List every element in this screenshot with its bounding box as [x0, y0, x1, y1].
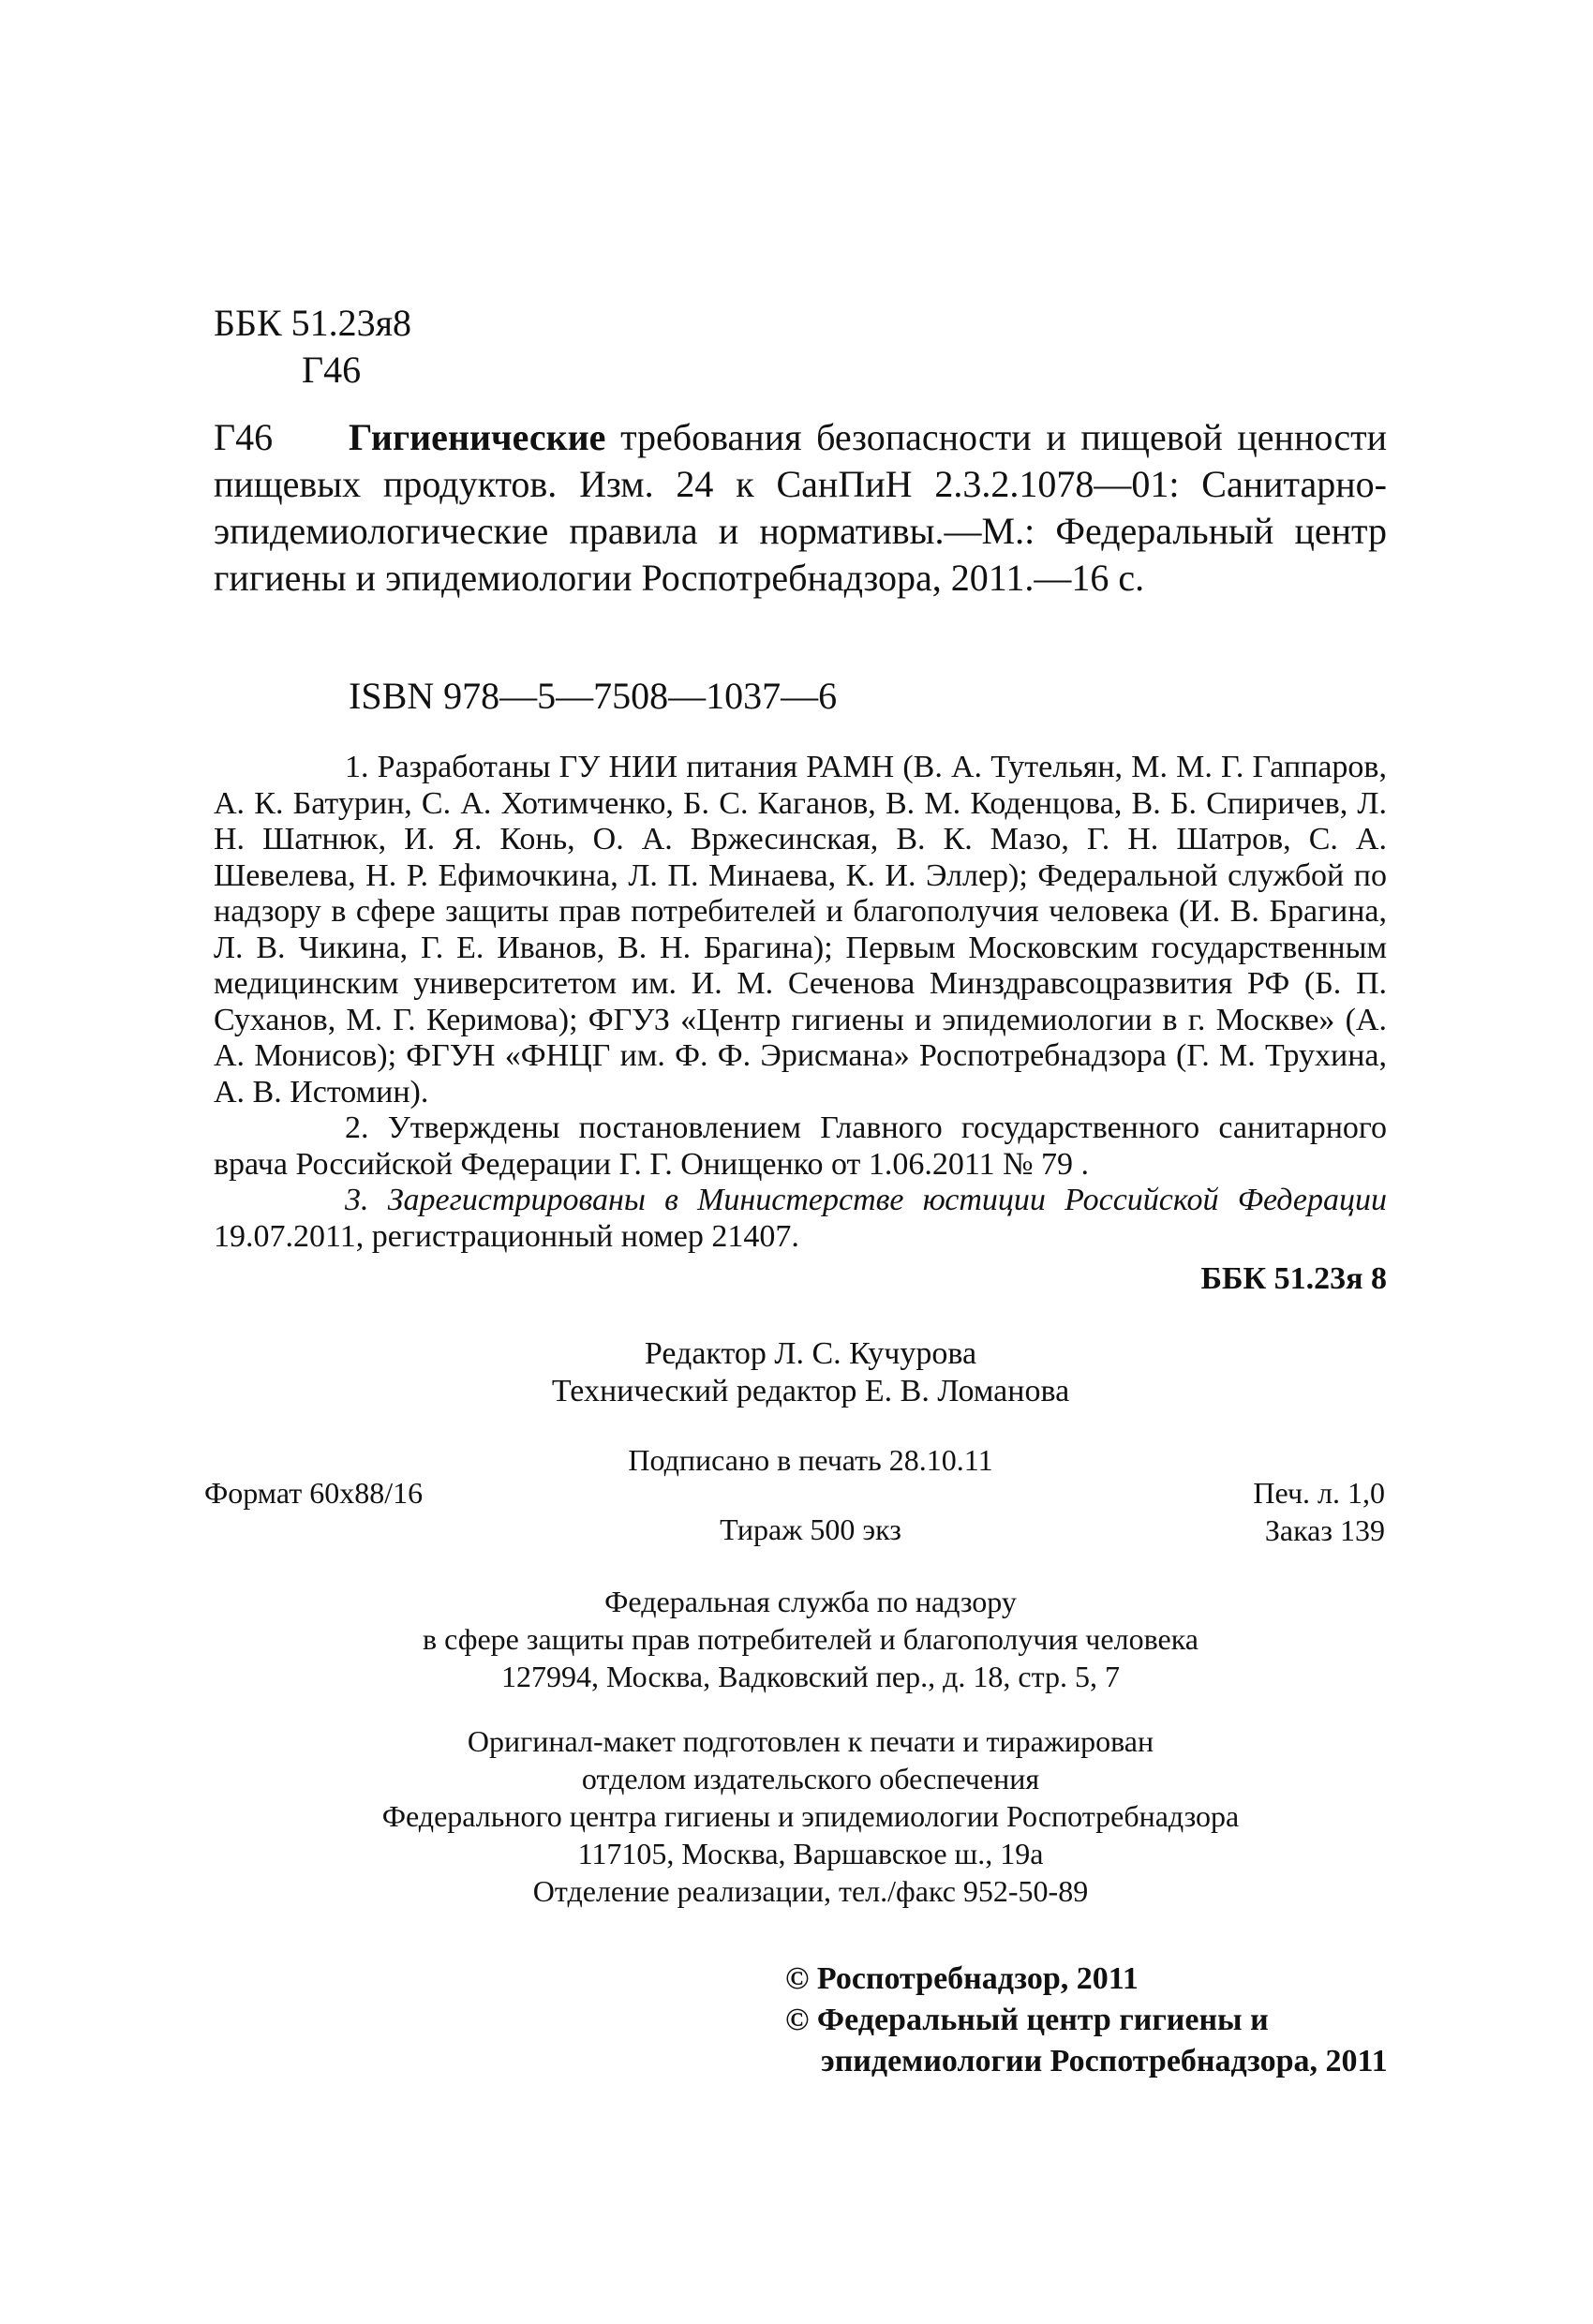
publisher-block [0, 1583, 1593, 1695]
isbn: ISBN 978—5—7508—1037—6 [349, 675, 838, 717]
bbk-index-header [214, 300, 411, 394]
bbk-code: ББК 51.23я8 [214, 302, 412, 344]
printer-block [0, 1722, 1593, 1910]
sales-department: Отделение реализации, тел./факс 952-50-89 [532, 1874, 1089, 1908]
entry-code: Г46 [214, 416, 274, 458]
bbk-footer-code: ББК 51.23я 8 [1200, 1261, 1387, 1296]
copyright-line-2: © Федеральный центр гигиены и [785, 2003, 1269, 2037]
note-registration-italic: 3. Зарегистрированы в Министерстве юстиции Российской Федерации [345, 1183, 1387, 1217]
publisher-name-cont: в сфере защиты прав потребителей и благополучия человека [423, 1622, 1198, 1656]
author-mark: Г46 [302, 349, 362, 391]
print-run: Тираж 500 экз [720, 1512, 901, 1546]
printer-line-2: отделом издательского обеспечения [581, 1762, 1040, 1795]
publisher-name: Федеральная служба по надзору [604, 1585, 1017, 1618]
title-lead-word: Гигиенические [349, 416, 606, 458]
printer-address: 117105, Москва, Варшавское ш., 19а [577, 1837, 1044, 1870]
printed-sheets: Печ. л. 1,0 [1253, 1476, 1385, 1510]
printer-line-1: Оригинал-макет подготовлен к печати и тиражирован [467, 1724, 1154, 1758]
notes-section [214, 750, 1387, 1255]
signed-to-print: Подписано в печать 28.10.11 [628, 1443, 993, 1477]
note-approval: 2. Утверждены постановлением Главного государственного санитарного врача Российской Федерации Г. Г. Онищенко от 1.06.2011 № 79 . [214, 1110, 1387, 1182]
tech-editor-line: Технический редактор Е. В. Ломанова [551, 1374, 1070, 1408]
editors-block [0, 1335, 1593, 1410]
copyright-line-1: © Роспотребнадзор, 2011 [785, 1961, 1139, 1996]
copyright-line-3: эпидемиологии Роспотребнадзора, 2011 [821, 2044, 1388, 2078]
note-registration-number: 19.07.2011, регистрационный номер 21407. [214, 1218, 799, 1254]
note-registration [214, 1183, 1387, 1255]
publisher-address: 127994, Москва, Вадковский пер., д. 18, стр. 5, 7 [501, 1660, 1120, 1693]
copyright-block [785, 1959, 1388, 2082]
printer-line-3: Федерального центра гигиены и эпидемиологии Роспотребнадзора [381, 1799, 1240, 1833]
note-developers: 1. Разработаны ГУ НИИ питания РАМН (В. А. Тутельян, М. М. Г. Гаппаров, А. К. Батурин, С. А. Хотимченко, Б. С. Каганов, В. М. Коденцова, В. Б. Спиричев, Л. Н. Шатнюк, И. Я. Конь, О. А. Вржесинская, В. К. Мазо, Г. Н. Шатров, С. А. Шевелева, Н. Р. Ефимочкина, Л. П. Минаева, К. И. Эллер); Федеральной службой по надзору в сфере защиты прав потребителей и благополучия человека (И. В. Брагина, Л. В. Чикина, Г. Е. Иванов, В. Н. Брагина); Первым Московским государственным медицинским университетом им. И. М. Сеченова Минздравсоцразвития РФ (Б. П. Суханов, М. Г. Керимова); ФГУЗ «Центр гигиены и эпидемиологии в г. Москве» (А. А. Монисов); ФГУН «ФНЦГ им. Ф. Ф. Эрисмана» Роспотребнадзора (Г. М. Трухина, А. В. Истомин). [214, 750, 1387, 1110]
paper-format: Формат 60x88/16 [204, 1476, 424, 1510]
order-number: Заказ 139 [1264, 1513, 1385, 1547]
editor-line: Редактор Л. С. Кучурова [644, 1336, 977, 1371]
title-description: требования безопасности и пищевой ценности пищевых продуктов. Изм. 24 к СанПиН 2.3.2.1078—01: Санитарно-эпидемиологические правила и нормативы.—М.: Федеральный центр гигиены и эпидемиологии Роспотребнадзора, 2011.—16 с. [214, 416, 1387, 599]
bibliographic-entry [214, 414, 1387, 602]
